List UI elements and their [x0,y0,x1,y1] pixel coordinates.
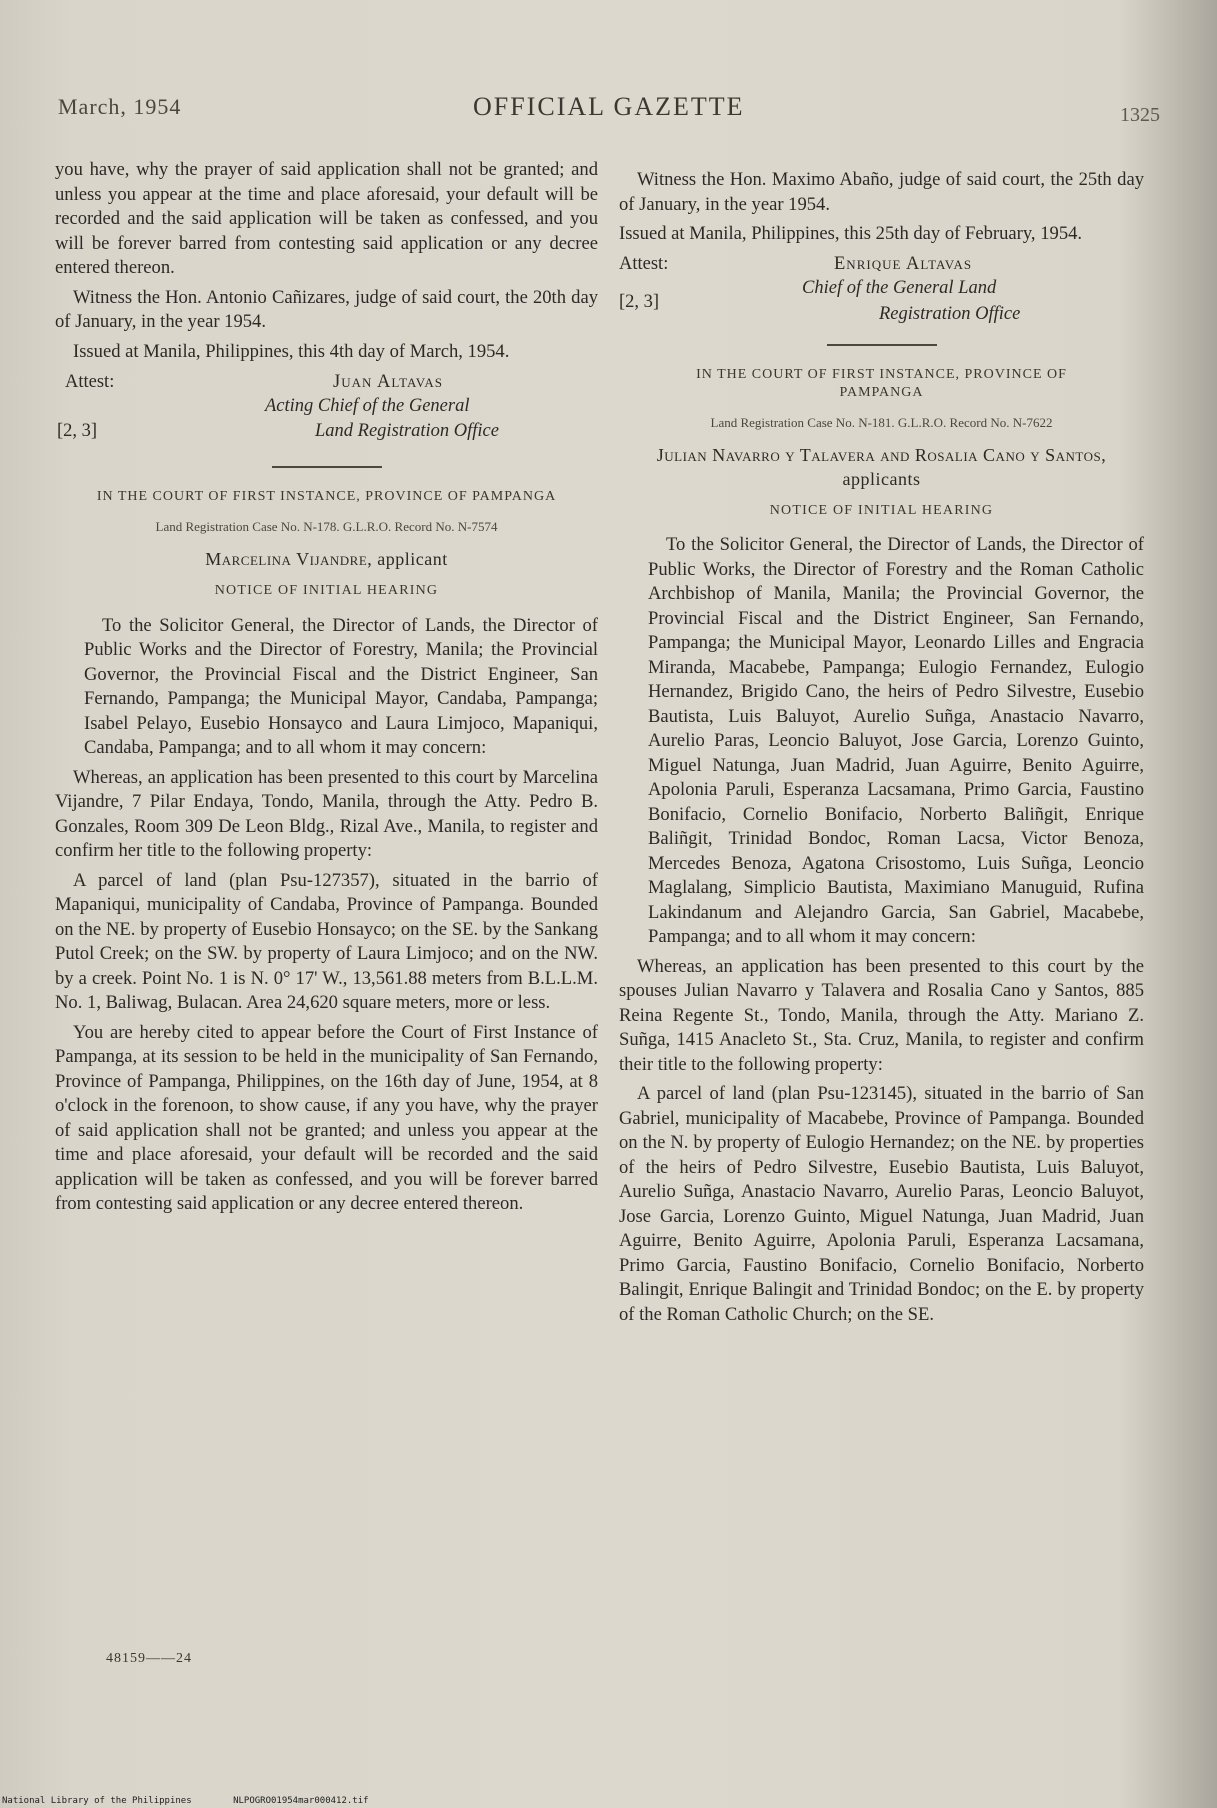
attest-title-line2: Land Registration Office [315,421,499,441]
right-column [619,168,1144,1332]
attest-title-line1: Chief of the General Land [802,277,997,298]
court-heading: IN THE COURT OF FIRST INSTANCE, PROVINCE OF PAMPANGA [96,489,557,504]
page-header [58,88,1158,128]
cited-paragraph: You are hereby cited to appear before the Court of First Instance of Pampanga, at its session to be held in the municipality of San Fernando, Province of Pampanga, Philippines, on the 16th day of June, 1954, at 8 o'clock in the forenoon, to show cause, if any you have, why the prayer of said application shall not be granted; and unless you appear at the time and place aforesaid, your default will be recorded and the said application will be taken as confessed, and you will be forever barred from contesting said application or any decree entered thereon. [55,1021,598,1214]
applicant-name: Marcelina Vijandre [205,549,368,569]
attest-block [55,370,598,456]
section-divider [827,344,937,346]
attest-name: Enrique Altavas [834,253,973,274]
notice-heading: NOTICE OF INITIAL HEARING [769,502,994,518]
applicant-line [65,547,588,571]
footer-library: National Library of the Philippines [2,1796,192,1806]
attest-title-line1: Acting Chief of the General [265,396,470,416]
applicant-suffix: , applicants [842,444,1107,489]
parcel-paragraph: A parcel of land (plan Psu-127357), situated in the barrio of Mapaniqui, municipality of Candaba, Province of Pampanga. Bounded on the NE. by property of Eusebio Honsayco; on the SE. by the Sankang Putol Creek; on the SW. by property of Laura Limjoco; and on the NW. by a creek. Point No. 1 is N. 0° 17' W., 13,561.88 meters from B.L.L.M. No. 1, Baliwag, Bulacan. Area 24,620 square meters, more or less. [55,869,598,1013]
left-column [55,158,598,1222]
witness-paragraph: Witness the Hon. Antonio Cañizares, judge of said court, the 20th day of January, in the year 1954. [55,286,598,332]
continued-paragraph: you have, why the prayer of said application shall not be granted; and unless you appear at the time and place aforesaid, your default will be recorded and the said application will be taken as confessed, and you will be forever barred from contesting said application or any decree entered thereon. [55,159,598,278]
print-code: 48159——24 [106,1651,192,1666]
attest-title-line2: Registration Office [879,303,1021,324]
footer-file: NLPOGRO01954mar000412.tif [233,1796,369,1806]
whereas-paragraph: Whereas, an application has been presented to this court by the spouses Julian Navarro y Talavera and Rosalia Cano y Santos, 885 Reina Regente St., Tondo, Manila, through the Atty. Mariano Z. Suñga, 1415 Anacleto St., Sta. Cruz, Manila, to register and confirm their title to the following property: [619,955,1144,1075]
scan-footer [2,1796,405,1806]
header-title: OFFICIAL GAZETTE [473,92,745,121]
attest-ref: [2, 3] [619,291,660,312]
applicant-name: Julian Navarro y Talavera and Rosalia Cano y Santos [656,444,1102,465]
header-date: March, 1954 [58,94,182,119]
notice-address: To the Solicitor General, the Director of Lands, the Director of Public Works, the Director of Forestry and the Roman Catholic Archbishop of Manila, Manila; the Provincial Governor, the Provincial Fiscal and the District Engineer, San Fernando, Pampanga; the Municipal Mayor, Leonardo Lilles and Engracia Miranda, Macabebe, Pampanga; Eulogio Fernandez, Eulogio Hernandez, Brigido Cano, the heirs of Pedro Silvestre, Eusebio Bautista, Luis Baluyot, Aurelio Suñga, Anastacio Navarro, Aurelio Paras, Leoncio Baluyot, Jose Garcia, Lorenzo Guinto, Miguel Natunga, Juan Madrid, Juan Aguirre, Benito Aguirre, Apolonia Paruli, Esperanza Lacsamana, Primo Garcia, Faustino Bonifacio, Cornelio Bonifacio, Norberto Baliñgit, Enrique Baliñgit, Trinidad Bondoc, Roman Lacsa, Victor Benoza, Mercedes Benoza, Agatona Crisostomo, Luis Suñga, Leoncio Maglalang, Simplicio Bautista, Maximiano Manuguid, Rufina Lakindanum and Alejandro Garcia, San Gabriel, Macabebe, Pampanga; and to all whom it may concern: [648,534,1144,947]
attest-label: Attest: [619,253,669,274]
attest-block [619,252,1144,334]
issued-paragraph: Issued at Manila, Philippines, this 4th day of March, 1954. [73,340,510,362]
case-number: Land Registration Case No. N-178. G.L.R.O. Record No. N-7574 [155,519,498,534]
court-heading: IN THE COURT OF FIRST INSTANCE, PROVINCE OF PAMPANGA [696,366,1067,400]
issued-paragraph: Issued at Manila, Philippines, this 25th day of February, 1954. [619,223,1083,244]
applicant-suffix: , applicant [367,549,448,569]
notice-heading: NOTICE OF INITIAL HEARING [214,583,439,598]
applicant-line [629,443,1134,491]
witness-paragraph: Witness the Hon. Maximo Abaño, judge of said court, the 25th day of January, in the year 1954. [619,169,1144,215]
parcel-paragraph: A parcel of land (plan Psu-123145), situated in the barrio of San Gabriel, municipality of Macabebe, Province of Pampanga. Bounded on the N. by property of Eulogio Hernandez; on the NE. by properties of the heirs of Pedro Silvestre, Eusebio Bautista, Luis Baluyot, Aurelio Suñga, Anastacio Navarro, Aurelio Paras, Leoncio Baluyot, Jose Garcia, Lorenzo Guinto, Miguel Natunga, Juan Madrid, Juan Aguirre, Benito Aguirre, Apolonia Paruli, Esperanza Lacsamana, Primo Garcia, Faustino Bonifacio, Cornelio Bonifacio, Norberto Balingit, Enrique Balingit and Trinidad Bondoc; on the E. by property of the Roman Catholic Church; on the SE. [619,1083,1144,1325]
section-divider [272,466,382,468]
attest-label: Attest: [65,372,115,392]
case-number: Land Registration Case No. N-181. G.L.R.O. Record No. N-7622 [710,414,1053,430]
attest-name: Juan Altavas [333,372,444,392]
notice-address: To the Solicitor General, the Director of Lands, the Director of Public Works and the Director of Forestry, Manila; the Provincial Governor, the Provincial Fiscal and the District Engineer, San Fernando, Pampanga; the Municipal Mayor, Candaba, Pampanga; Isabel Pelayo, Eusebio Honsayco and Laura Limjoco, Mapaniqui, Candaba, Pampanga; and to all whom it may concern: [84,614,598,758]
attest-ref: [2, 3] [57,421,98,441]
page-number: 1325 [1120,104,1160,126]
whereas-paragraph: Whereas, an application has been presented to this court by Marcelina Vijandre, 7 Pilar Endaya, Tondo, Manila, through the Atty. Pedro B. Gonzales, Room 309 De Leon Bldg., Rizal Ave., Manila, to register and confirm her title to the following property: [55,766,598,861]
